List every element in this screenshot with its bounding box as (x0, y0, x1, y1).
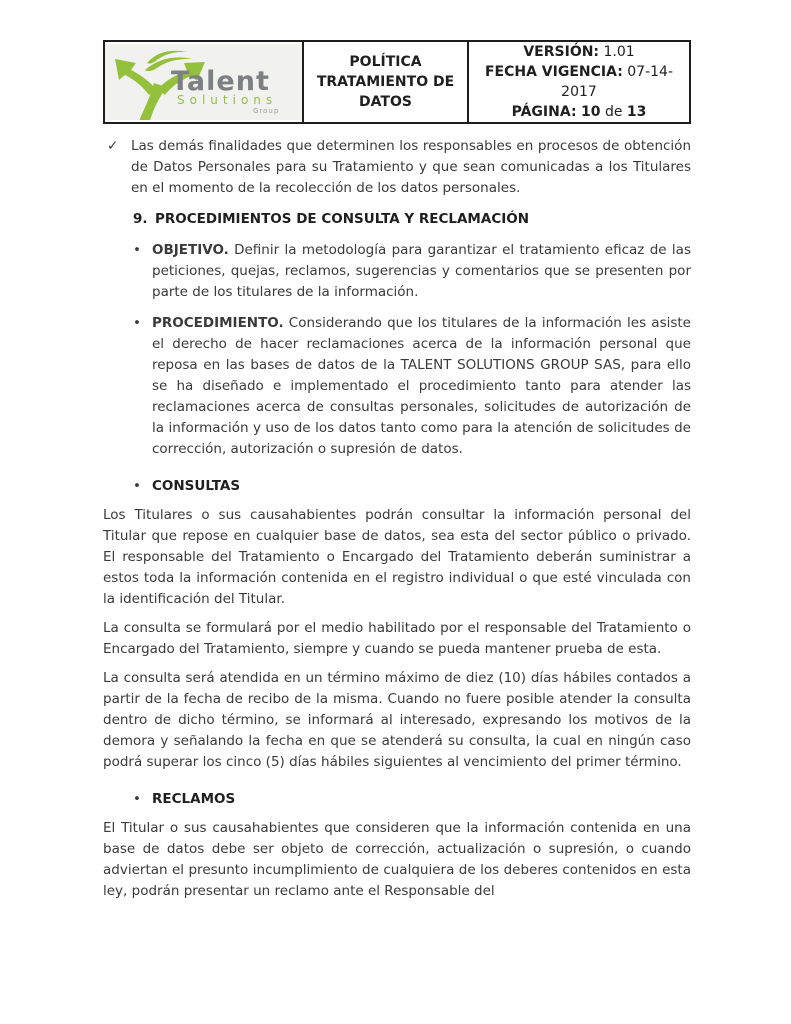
document-meta-cell (468, 41, 690, 123)
document-title-cell (303, 41, 468, 123)
consultas-paragraph-2: La consulta se formulará por el medio habilitado por el responsable del Tratamiento o Encargado del Tratamiento, siempre y cuando se pueda mantener prueba de esta. (103, 620, 691, 657)
pagina-total: 13 (626, 104, 647, 120)
section-9-number: 9. (133, 211, 148, 227)
reclamos-heading (103, 789, 691, 810)
bullet-icon: • (133, 791, 141, 807)
reclamos-paragraph-1: El Titular o sus causahabientes que consideren que la información contenida en una base de datos debe ser objeto de corrección, actualización o supresión, o cuando adviertan el presunto incumplimiento de cualquiera de los deberes contenidos en esta ley, podrán presentar un reclamo ante el Responsable del (103, 820, 691, 899)
version-label: VERSIÓN: (523, 44, 600, 60)
procedimiento-body: Considerando que los titulares de la información les asiste el derecho de hacer reclamaciones acerca de la información personal que reposa en las bases de datos de la TALENT SOLUTIONS GROUP SAS, para ello se ha diseñado e implementado el procedimiento tanto para atender las reclamaciones acerca de consultas personales, solicitudes de autorización de la información y uso de los datos tanto como para la atención de solicitudes de corrección, autorización o supresión de datos. (152, 315, 691, 457)
bullet-icon: • (133, 242, 141, 258)
bullet-icon: • (133, 315, 141, 331)
section-9-heading (133, 209, 691, 230)
checkmark-list-item (107, 136, 691, 199)
logo-wordmark-talent: Talent (171, 66, 270, 97)
pagina-label: PÁGINA: (511, 104, 577, 120)
document-meta (469, 42, 689, 122)
checkmark-item-text: Las demás finalidades que determinen los responsables en procesos de obtención de Datos Personales para su Tratamiento y que sean comunicadas a los Titulares en el momento de la recolección de los datos personales. (131, 138, 691, 196)
company-logo (105, 44, 302, 120)
bullet-icon: • (133, 478, 141, 494)
consultas-paragraph-3: La consulta será atendida en un término máximo de diez (10) días hábiles contados a partir de la fecha de recibo de la misma. Cuando no fuere posible atender la consulta dentro de dicho término, se informará al interesado, expresando los motivos de la demora y señalando la fecha en que se atenderá su consulta, la cual en ningún caso podrá superar los cinco (5) días hábiles siguientes al vencimiento del primer término. (103, 670, 691, 770)
pagina-row (469, 102, 689, 122)
version-value: 1.01 (603, 44, 635, 60)
consultas-heading (103, 476, 691, 497)
vigencia-row (469, 62, 689, 102)
consultas-heading-text: CONSULTAS (152, 478, 241, 494)
version-row (469, 42, 689, 62)
logo-wordmark-group: Group (253, 107, 280, 115)
pagina-de: de (604, 104, 623, 120)
pagina-current: 10 (581, 104, 601, 120)
objetivo-body: Definir la metodología para garantizar el tratamiento eficaz de las peticiones, quejas, reclamos, sugerencias y comentarios que se presenten por parte de los titulares de la información. (152, 242, 691, 300)
reclamos-heading-text: RECLAMOS (152, 791, 236, 807)
procedimiento-label: PROCEDIMIENTO. (152, 315, 284, 331)
section-9-title: PROCEDIMIENTOS DE CONSULTA Y RECLAMACIÓN (155, 211, 530, 227)
consultas-paragraph-1: Los Titulares o sus causahabientes podrán consultar la información personal del Titular que repose en cualquier base de datos, sea esta del sector público o privado. El responsable del Tratamiento o Encargado del Tratamiento deberán suministrar a estos toda la información contenida en el registro individual o que esté vinculada con la identificación del Titular. (103, 507, 691, 607)
title-line-1: POLÍTICA (349, 54, 422, 70)
checkmark-icon: ✓ (107, 138, 119, 154)
title-line-2: TRATAMIENTO DE (316, 74, 455, 90)
title-line-3: DATOS (359, 94, 412, 110)
logo-cell (104, 41, 303, 123)
procedimiento-text (152, 313, 691, 460)
document-header-table (103, 40, 691, 124)
objetivo-bullet-item (103, 240, 691, 303)
logo-wordmark-solutions: Solutions (177, 93, 278, 107)
document-title (304, 52, 467, 112)
vigencia-value: 07-14-2017 (561, 64, 673, 100)
procedimiento-bullet-item (103, 313, 691, 460)
objetivo-text (152, 240, 691, 303)
vigencia-label: FECHA VIGENCIA: (484, 64, 623, 80)
objetivo-label: OBJETIVO. (152, 242, 229, 258)
